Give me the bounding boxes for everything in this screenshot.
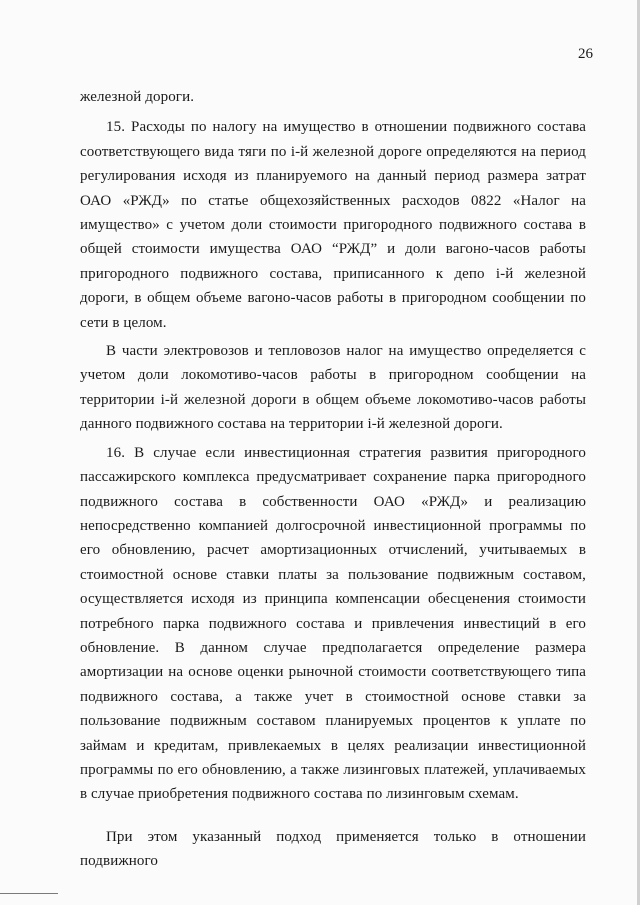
paragraph-locomotives: В части электровозов и тепловозов налог на имущество определяется с учетом доли локомотиво-часов работы в пригородном сообщении на территории i-й железной дороги в общем объеме локомотиво-часов работы данного подвижного состава на территории i-й железной дороги. <box>80 343 586 433</box>
document-body <box>80 85 586 874</box>
paragraph-final: При этом указанный подход применяется только в отношении подвижного <box>80 828 586 870</box>
paragraph-continuation: железной дороги. <box>80 89 195 105</box>
paragraph-item-15: 15. Расходы по налогу на имущество в отношении подвижного состава соответствующего вида тяги по i-й железной дороге определяются на период регулирования исходя из планируемого на данный период размера затрат ОАО «РЖД» по статье общехозяйственных расходов 0822 «Налог на имущество» с учетом доли стоимости пригородного подвижного состава в общей стоимости имущества ОАО “РЖД” и доли вагоно-часов работы пригородного подвижного состава, приписанного к депо i-й железной дороги, в общем объеме вагоно-часов работы в пригородном сообщении по сети в целом. <box>80 119 586 331</box>
scan-edge-line <box>0 893 58 894</box>
paragraph-item-16: 16. В случае если инвестиционная стратегия развития пригородного пассажирского комплекса предусматривает сохранение парка пригородного подвижного состава в собственности ОАО «РЖД» и реализацию непосредственно компанией долгосрочной инвестиционной программы по его обновлению, расчет амортизационных отчислений, учитываемых в стоимостной основе ставки платы за пользование подвижным составом, осуществляется исходя из принципа компенсации обесценения стоимости потребного парка подвижного состава и привлечения инвестиций в его обновление. В данном случае предполагается определение размера амортизации на основе оценки рыночной стоимости соответствующего типа подвижного состава, а также учет в стоимостной основе ставки за пользование подвижным составом планируемых процентов к уплате по займам и кредитам, привлекаемых в целях реализации инвестиционной программы по его обновлению, а также лизинговых платежей, уплачиваемых в случае приобретения подвижного состава по лизинговым схемам. <box>80 444 586 803</box>
page-number: 26 <box>578 46 593 62</box>
